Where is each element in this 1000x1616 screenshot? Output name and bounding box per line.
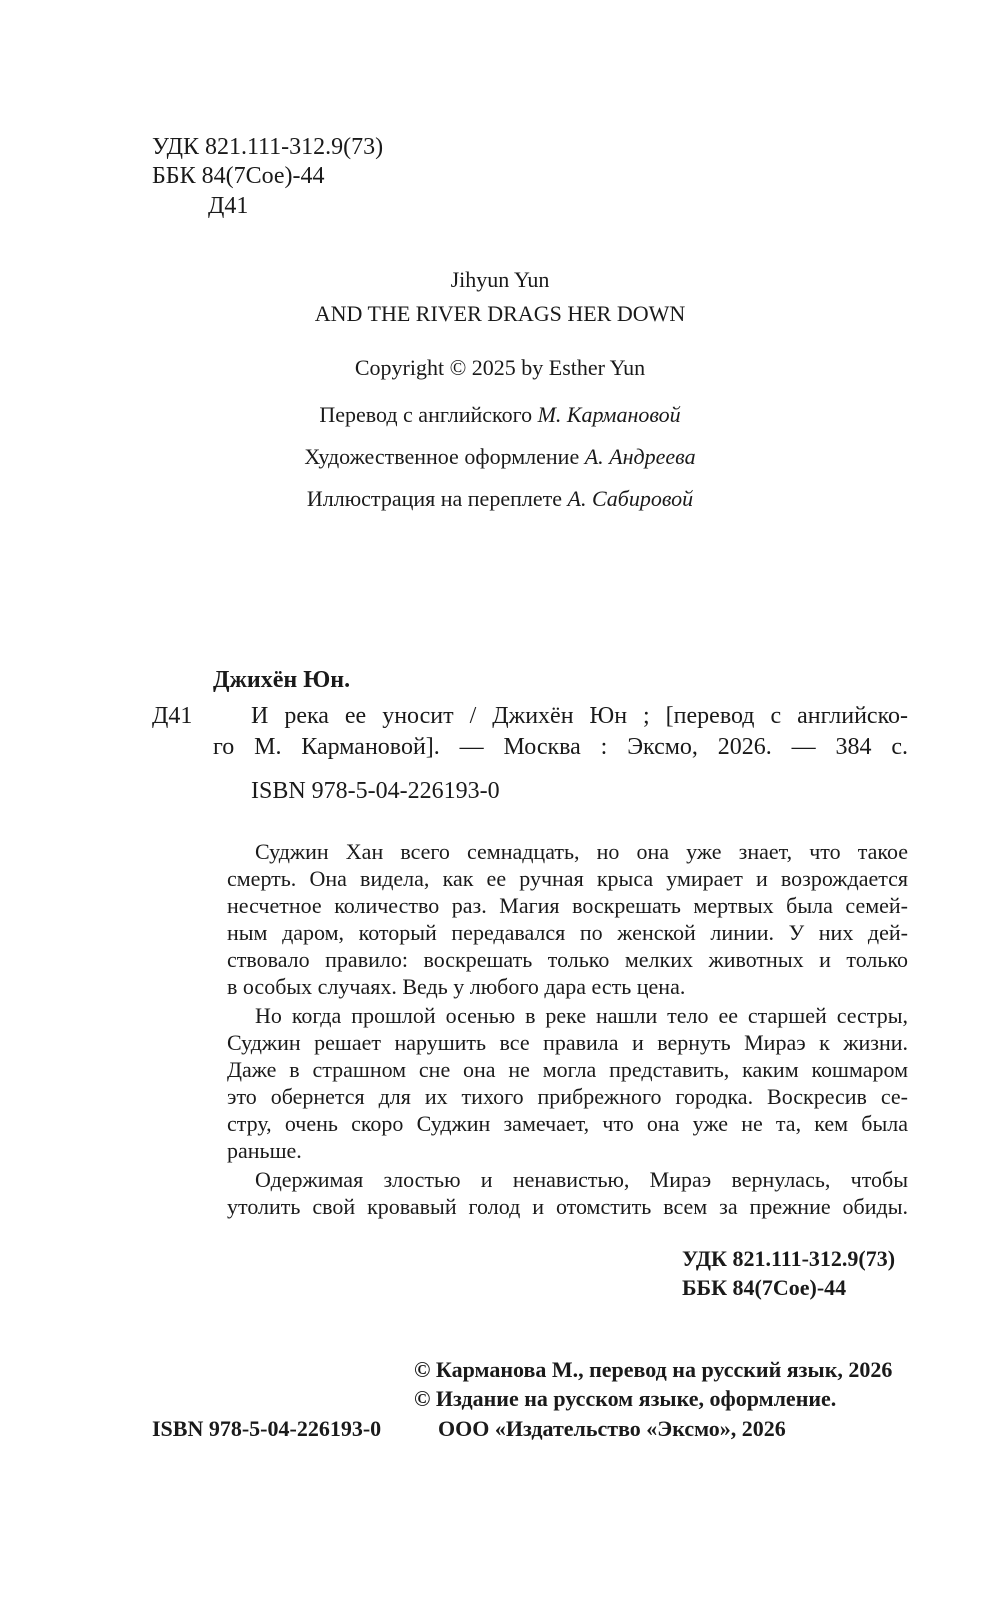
catalog-author-heading: Джихён Юн. bbox=[213, 667, 351, 693]
credit-role: Перевод с английского bbox=[319, 402, 533, 427]
author-sign: Д41 bbox=[208, 193, 249, 219]
original-author: Jihyun Yun bbox=[450, 267, 550, 292]
annotation-line: Суджин решает нарушить все правила и вернуть Мираэ к жизни. bbox=[227, 1030, 908, 1055]
catalog-isbn: ISBN 978-5-04-226193-0 bbox=[251, 778, 500, 804]
udk-code: УДК 821.111-312.9(73) bbox=[152, 134, 384, 160]
credit-role: Иллюстрация на переплете bbox=[306, 486, 562, 511]
annotation-line: несчетное количество раз. Магия воскрешать мертвых была семей- bbox=[227, 893, 908, 918]
rights-edition: © Издание на русском языке, оформление. bbox=[414, 1386, 837, 1411]
annotation-line: это обернется для их тихого прибрежного городка. Воскресив се- bbox=[227, 1084, 908, 1109]
annotation-line: Одержимая злостью и ненавистью, Мираэ вернулась, чтобы bbox=[255, 1167, 908, 1192]
footer-isbn: ISBN 978-5-04-226193-0 bbox=[152, 1416, 382, 1441]
footer-udk: УДК 821.111-312.9(73) bbox=[682, 1246, 896, 1271]
annotation-line: утолить свой кровавый голод и отомстить всем за прежние обиды. bbox=[227, 1194, 908, 1219]
catalog-index: Д41 bbox=[152, 703, 193, 729]
annotation-line: смерть. Она видела, как ее ручная крыса умирает и возрождается bbox=[227, 866, 908, 891]
credit-illustration bbox=[0, 486, 1000, 512]
catalog-description-line2: го М. Кармановой]. — Москва : Эксмо, 2026. — 384 с. bbox=[213, 734, 908, 760]
rights-translation: © Карманова М., перевод на русский язык, 2026 bbox=[414, 1357, 893, 1382]
credit-name: А. Андреева bbox=[584, 444, 696, 469]
annotation-line: ствовало правило: воскрешать только мелких животных и только bbox=[227, 947, 908, 972]
credit-name: М. Кармановой bbox=[537, 402, 681, 427]
catalog-description-line1: И река ее уносит / Джихён Юн ; [перевод с английско- bbox=[251, 703, 908, 729]
credit-name: А. Сабировой bbox=[567, 486, 694, 511]
original-title: AND THE RIVER DRAGS HER DOWN bbox=[314, 301, 686, 326]
bbk-code: ББК 84(7Сое)-44 bbox=[152, 163, 325, 189]
credit-role: Художественное оформление bbox=[304, 444, 580, 469]
footer-bbk: ББК 84(7Сое)-44 bbox=[682, 1275, 847, 1300]
annotation-line: раньше. bbox=[227, 1138, 302, 1163]
annotation-line: Но когда прошлой осенью в реке нашли тело ее старшей сестры, bbox=[255, 1003, 908, 1028]
annotation-line: Даже в страшном сне она не могла представить, каким кошмаром bbox=[227, 1057, 908, 1082]
annotation-line: стру, очень скоро Суджин замечает, что она уже не та, кем была bbox=[227, 1111, 908, 1136]
original-copyright: Copyright © 2025 by Esther Yun bbox=[354, 355, 646, 380]
credit-design bbox=[0, 444, 1000, 470]
annotation-line: Суджин Хан всего семнадцать, но она уже знает, что такое bbox=[255, 839, 908, 864]
annotation-line: в особых случаях. Ведь у любого дара есть цена. bbox=[227, 974, 686, 999]
rights-publisher: ООО «Издательство «Эксмо», 2026 bbox=[438, 1416, 786, 1441]
credit-translation bbox=[0, 402, 1000, 428]
annotation-line: ным даром, который передавался по женской линии. У них дей- bbox=[227, 920, 908, 945]
